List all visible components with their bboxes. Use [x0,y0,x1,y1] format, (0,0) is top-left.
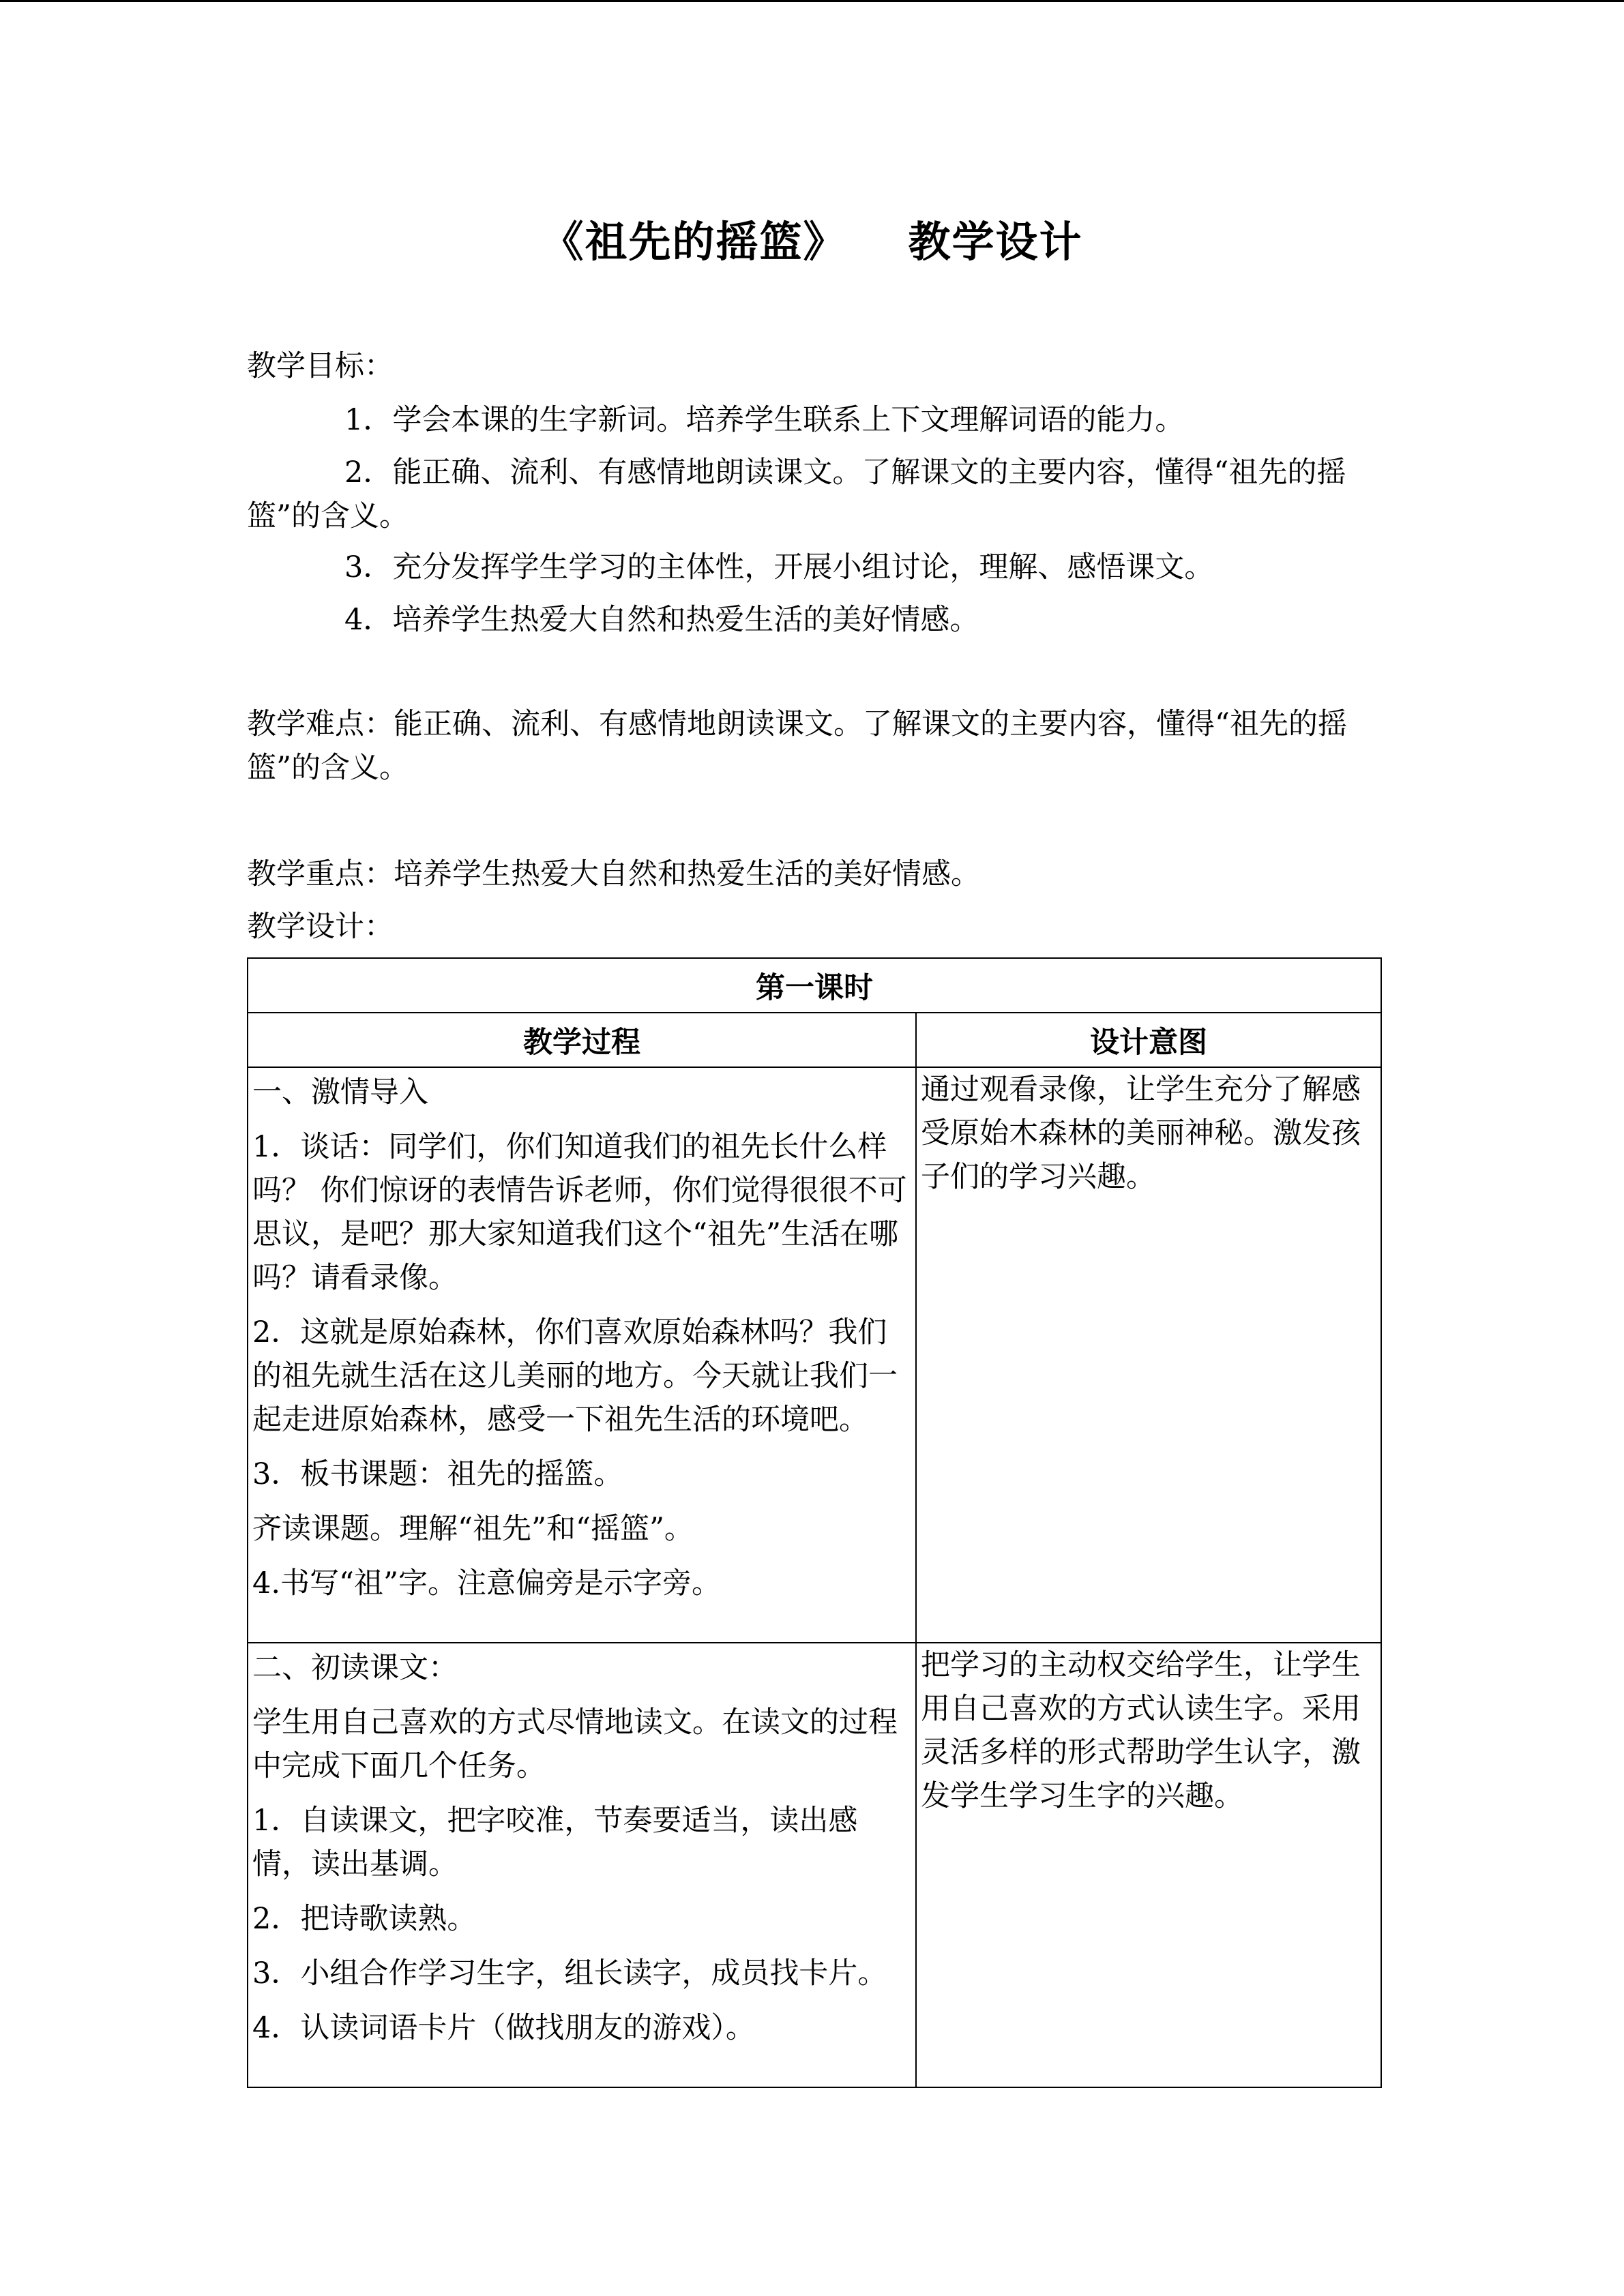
objective-item-4: 4．培养学生热爱大自然和热爱生活的美好情感。 [344,603,979,637]
objective-item-3: 3．充分发挥学生学习的主体性，开展小组讨论，理解、感悟课文。 [344,550,1214,584]
teaching-difficulty: 教学难点：能正确、流利、有感情地朗读课文。了解课文的主要内容，懂得“祖先的摇篮”的含义。 [247,707,1347,785]
process-cell [248,1067,916,1643]
teaching-key-point: 教学重点：培养学生热爱大自然和热爱生活的美好情感。 [247,857,980,891]
lesson-plan-table [247,957,1382,2088]
column-header-process: 教学过程 [248,1013,916,1067]
table-row [248,1067,1381,1643]
process-line: 2．这就是原始森林，你们喜欢原始森林吗？我们的祖先就生活在这儿美丽的地方。今天就让我们一起走进原始森林，感受一下祖先生活的环境吧。 [252,1315,898,1437]
lesson-title-cell: 第一课时 [248,958,1381,1013]
title-book-name: 《祖先的摇篮》 [541,217,847,267]
page-title [0,208,1624,269]
process-line: 4．认读词语卡片（做找朋友的游戏）。 [252,2011,755,2045]
process-line: 4.书写“祖”字。注意偏旁是示字旁。 [252,1566,721,1600]
column-header-intent: 设计意图 [916,1013,1381,1067]
process-line: 学生用自己喜欢的方式尽情地读文。在读文的过程中完成下面几个任务。 [252,1705,898,1783]
title-suffix: 教学设计 [908,217,1083,267]
process-line: 2．把诗歌读熟。 [252,1902,477,1936]
design-label: 教学设计： [247,910,394,944]
objective-item-1: 1．学会本课的生字新词。培养学生联系上下文理解词语的能力。 [344,403,1185,437]
process-line: 二、初读课文： [252,1651,458,1685]
process-line: 1．谈话：同学们，你们知道我们的祖先长什么样吗？ 你们惊讶的表情告诉老师，你们觉得很很不可思议，是吧？那大家知道我们这个“祖先”生活在哪吗？请看录像。 [252,1130,907,1295]
column-header-row [248,1013,1381,1067]
process-cell [248,1643,916,2087]
top-border-line [0,0,1624,2]
intent-cell: 把学习的主动权交给学生，让学生用自己喜欢的方式认读生字。采用灵活多样的形式帮助学生认字，激发学生学习生字的兴趣。 [916,1643,1381,2087]
objectives-label: 教学目标： [247,349,394,383]
process-line: 一、激情导入 [252,1075,428,1109]
lesson-title-row [248,958,1381,1013]
table-row [248,1643,1381,2087]
intent-cell: 通过观看录像，让学生充分了解感受原始木森林的美丽神秘。激发孩子们的学习兴趣。 [916,1067,1381,1643]
process-line: 3．小组合作学习生字，组长读字，成员找卡片。 [252,1956,887,1991]
process-line: 3．板书课题：祖先的摇篮。 [252,1457,623,1491]
process-line: 1．自读课文，把字咬准，节奏要适当，读出感情，读出基调。 [252,1804,858,1881]
objective-item-2: 2．能正确、流利、有感情地朗读课文。了解课文的主要内容，懂得“祖先的摇篮”的含义。 [247,456,1346,533]
process-line: 齐读课题。理解“祖先”和“摇篮”。 [252,1512,694,1546]
